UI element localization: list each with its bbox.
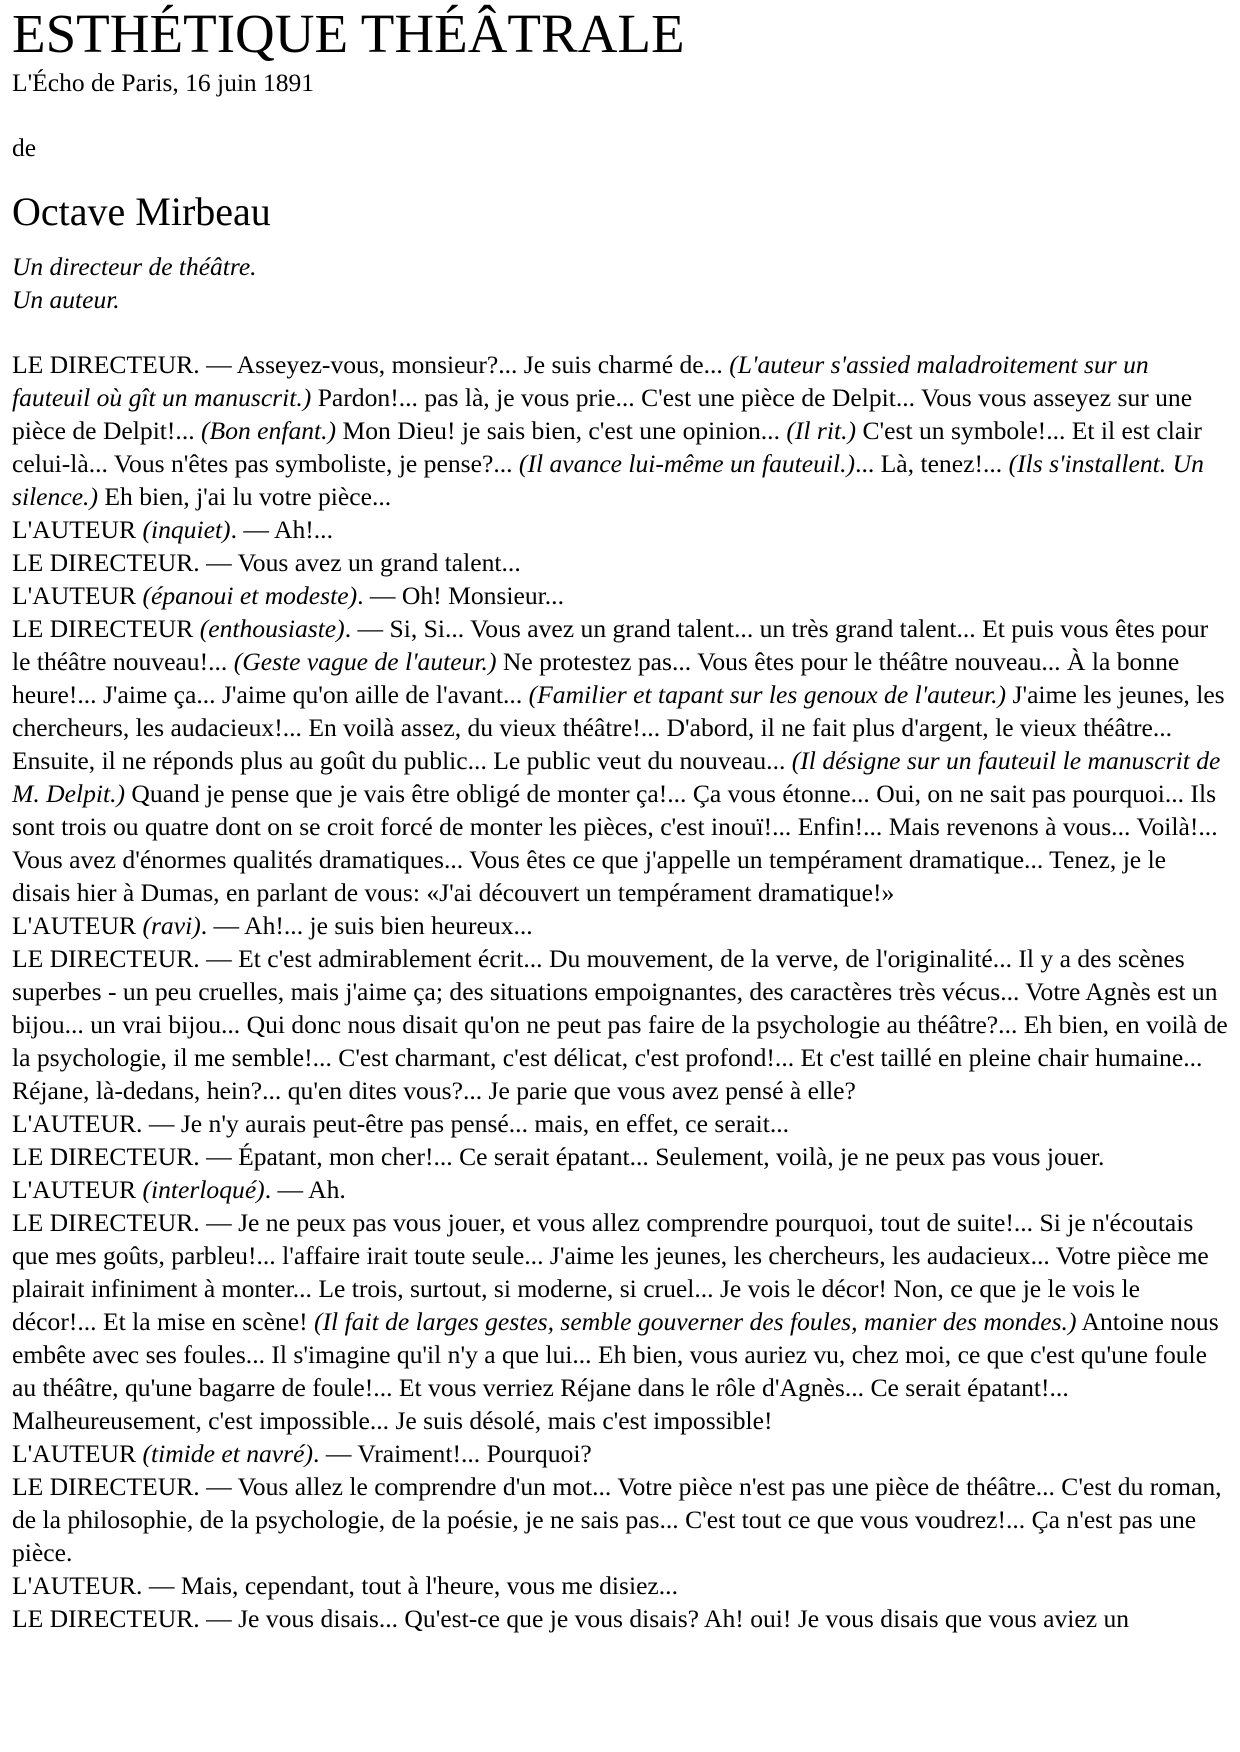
- speaker-name: L'AUTEUR: [12, 911, 137, 940]
- speaker-name: LE DIRECTEUR.: [12, 944, 200, 973]
- speech-text: C'est un symbole!... Et il est clair celui-là... Vous n'êtes pas symboliste, je pense?...: [12, 416, 1202, 478]
- speaker-name: L'AUTEUR.: [12, 1109, 143, 1138]
- speech-text: — Je ne peux pas vous jouer, et vous allez comprendre pourquoi, tout de suite!... Si je n'écoutais que mes goûts, parbleu!... l'affaire irait toute seule... J'aime les jeunes, les chercheurs, les audacieux... Votre pièce me plairait infiniment à monter... Le trois, surtout, si moderne, si cruel... Je vois le décor! Non, ce que je le vois le décor!... Et la mise en scène!: [12, 1208, 1209, 1336]
- speech-text: — Vous allez le comprendre d'un mot... Votre pièce n'est pas une pièce de théâtre... C'est du roman, de la philosophie, de la psychologie, de la poésie, je ne sais pas... C'est tout ce que vous voudrez!... Ça n'est pas une pièce.: [12, 1472, 1222, 1567]
- cast-member-author: Un auteur.: [12, 285, 120, 314]
- dialogue-line: [12, 1206, 1228, 1437]
- speech-text: . — Vraiment!... Pourquoi?: [313, 1439, 592, 1468]
- speaker-name: L'AUTEUR: [12, 581, 137, 610]
- speech-text: — Et c'est admirablement écrit... Du mouvement, de la verve, de l'originalité... Il y a des scènes superbes - un peu cruelles, mais j'aime ça; des situations empoignantes, des caractères très vécus... Votre Agnès est un bijou... un vrai bijou... Qui donc nous disait qu'on ne peut pas faire de la psychologie au théâtre?... Eh bien, en voilà de la psychologie, il me semble!... C'est charmant, c'est délicat, c'est profond!... Et c'est taillé en pleine chair humaine... Réjane, là-dedans, hein?... qu'en dites vous?... Je parie que vous avez pensé à elle?: [12, 944, 1228, 1105]
- stage-direction: (L'auteur s'assied maladroitement sur un fauteuil où gît un manuscrit.): [12, 350, 1149, 412]
- dialogue-line: [12, 513, 1228, 546]
- speech-text: Ne protestez pas... Vous êtes pour le théâtre nouveau... À la bonne heure!... J'aime ça... J'aime qu'on aille de l'avant...: [12, 647, 1180, 709]
- speech-text: — Mais, cependant, tout à l'heure, vous me disiez...: [142, 1571, 678, 1600]
- dialogue-body: [12, 348, 1228, 1635]
- speech-text: Antoine nous embête avec ses foules... Il s'imagine qu'il n'y a que lui... Eh bien, vous auriez vu, chez moi, ce que c'est qu'une foule au théâtre, qu'une bagarre de foule!... Et vous verriez Réjane dans le rôle d'Agnès... Ce serait épatant!... Malheureusement, c'est impossible... Je suis désolé, mais c'est impossible!: [12, 1307, 1219, 1435]
- speech-text: . — Oh! Monsieur...: [357, 581, 564, 610]
- speaker-name: LE DIRECTEUR.: [12, 1142, 200, 1171]
- stage-direction: (timide et navré): [142, 1439, 314, 1468]
- speech-text: — Asseyez-vous, monsieur?... Je suis charmé de...: [199, 350, 730, 379]
- dialogue-line: [12, 579, 1228, 612]
- speaker-name: LE DIRECTEUR.: [12, 1604, 200, 1633]
- dialogue-line: [12, 612, 1228, 909]
- stage-direction: (Il avance lui-même un fauteuil.): [518, 449, 856, 478]
- stage-direction: (Il désigne sur un fauteuil le manuscrit de M. Delpit.): [12, 746, 1221, 808]
- speech-text: Mon Dieu! je sais bien, c'est une opinion...: [336, 416, 787, 445]
- dialogue-line: [12, 909, 1228, 942]
- speaker-name: L'AUTEUR: [12, 1175, 137, 1204]
- dialogue-line: [12, 348, 1228, 513]
- speech-text: . — Si, Si... Vous avez un grand talent... un très grand talent... Et puis vous êtes pour le théâtre nouveau!...: [12, 614, 1209, 676]
- speech-text: — Vous avez un grand talent...: [199, 548, 521, 577]
- speech-text: — Je n'y aurais peut-être pas pensé... mais, en effet, ce serait...: [142, 1109, 790, 1138]
- speech-text: — Épatant, mon cher!... Ce serait épatant... Seulement, voilà, je ne peux pas vous jouer.: [199, 1142, 1105, 1171]
- speaker-name: LE DIRECTEUR.: [12, 350, 200, 379]
- speaker-name: L'AUTEUR: [12, 515, 137, 544]
- dialogue-line: [12, 1140, 1228, 1173]
- stage-direction: (Familier et tapant sur les genoux de l'auteur.): [528, 680, 1007, 709]
- dialogue-line: [12, 942, 1228, 1107]
- speech-text: . — Ah!... je suis bien heureux...: [200, 911, 533, 940]
- document-title: ESTHÉTIQUE THÉÂTRALE: [12, 3, 685, 64]
- speech-text: ... Là, tenez!...: [855, 449, 1009, 478]
- dialogue-line: [12, 1107, 1228, 1140]
- stage-direction: (Bon enfant.): [201, 416, 337, 445]
- byline-prefix: de: [12, 133, 37, 162]
- speech-text: J'aime les jeunes, les chercheurs, les audacieux!... En voilà assez, du vieux théâtre!... D'abord, il ne fait plus d'argent, le vieux théâtre... Ensuite, il ne réponds plus au goût du public... Le public veut du nouveau...: [12, 680, 1225, 775]
- stage-direction: (Ils s'installent. Un silence.): [12, 449, 1204, 511]
- publication-source: L'Écho de Paris, 16 juin 1891: [12, 68, 315, 97]
- stage-direction: (inquiet): [142, 515, 231, 544]
- speech-text: . — Ah.: [264, 1175, 346, 1204]
- speech-text: . — Ah!...: [230, 515, 333, 544]
- dialogue-line: [12, 1470, 1228, 1569]
- stage-direction: (Il rit.): [786, 416, 857, 445]
- speaker-name: LE DIRECTEUR.: [12, 1208, 200, 1237]
- speaker-name: LE DIRECTEUR.: [12, 548, 200, 577]
- speaker-name: L'AUTEUR: [12, 1439, 137, 1468]
- dialogue-line: [12, 1437, 1228, 1470]
- stage-direction: (enthousiaste): [199, 614, 345, 643]
- dialogue-line: [12, 546, 1228, 579]
- stage-direction: (ravi): [142, 911, 201, 940]
- author-name: Octave Mirbeau: [12, 189, 271, 234]
- stage-direction: (épanoui et modeste): [142, 581, 358, 610]
- speech-text: Quand je pense que je vais être obligé de monter ça!... Ça vous étonne... Oui, on ne sait pas pourquoi... Ils sont trois ou quatre dont on se croit forcé de monter les pièces, c'est inouï!... Enfin!... Mais revenons à vous... Voilà!... Vous avez d'énormes qualités dramatiques... Vous êtes ce que j'appelle un tempérament dramatique... Tenez, je le disais hier à Dumas, en parlant de vous: «J'ai découvert un tempérament dramatique!»: [12, 779, 1218, 907]
- speaker-name: L'AUTEUR.: [12, 1571, 143, 1600]
- speaker-name: LE DIRECTEUR.: [12, 1472, 200, 1501]
- cast-member-director: Un directeur de théâtre.: [12, 252, 257, 281]
- speech-text: Eh bien, j'ai lu votre pièce...: [97, 482, 392, 511]
- stage-direction: (interloqué): [142, 1175, 265, 1204]
- stage-direction: (Il fait de larges gestes, semble gouverner des foules, manier des mondes.): [314, 1307, 1077, 1336]
- dialogue-line: [12, 1569, 1228, 1602]
- speaker-name: LE DIRECTEUR: [12, 614, 194, 643]
- dialogue-line: [12, 1602, 1228, 1635]
- speech-text: — Je vous disais... Qu'est-ce que je vous disais? Ah! oui! Je vous disais que vous aviez un: [199, 1604, 1130, 1633]
- cast-list: [12, 250, 1228, 316]
- dialogue-line: [12, 1173, 1228, 1206]
- stage-direction: (Geste vague de l'auteur.): [233, 647, 497, 676]
- speech-text: Pardon!... pas là, je vous prie... C'est une pièce de Delpit... Vous vous asseyez sur une pièce de Delpit!...: [12, 383, 1193, 445]
